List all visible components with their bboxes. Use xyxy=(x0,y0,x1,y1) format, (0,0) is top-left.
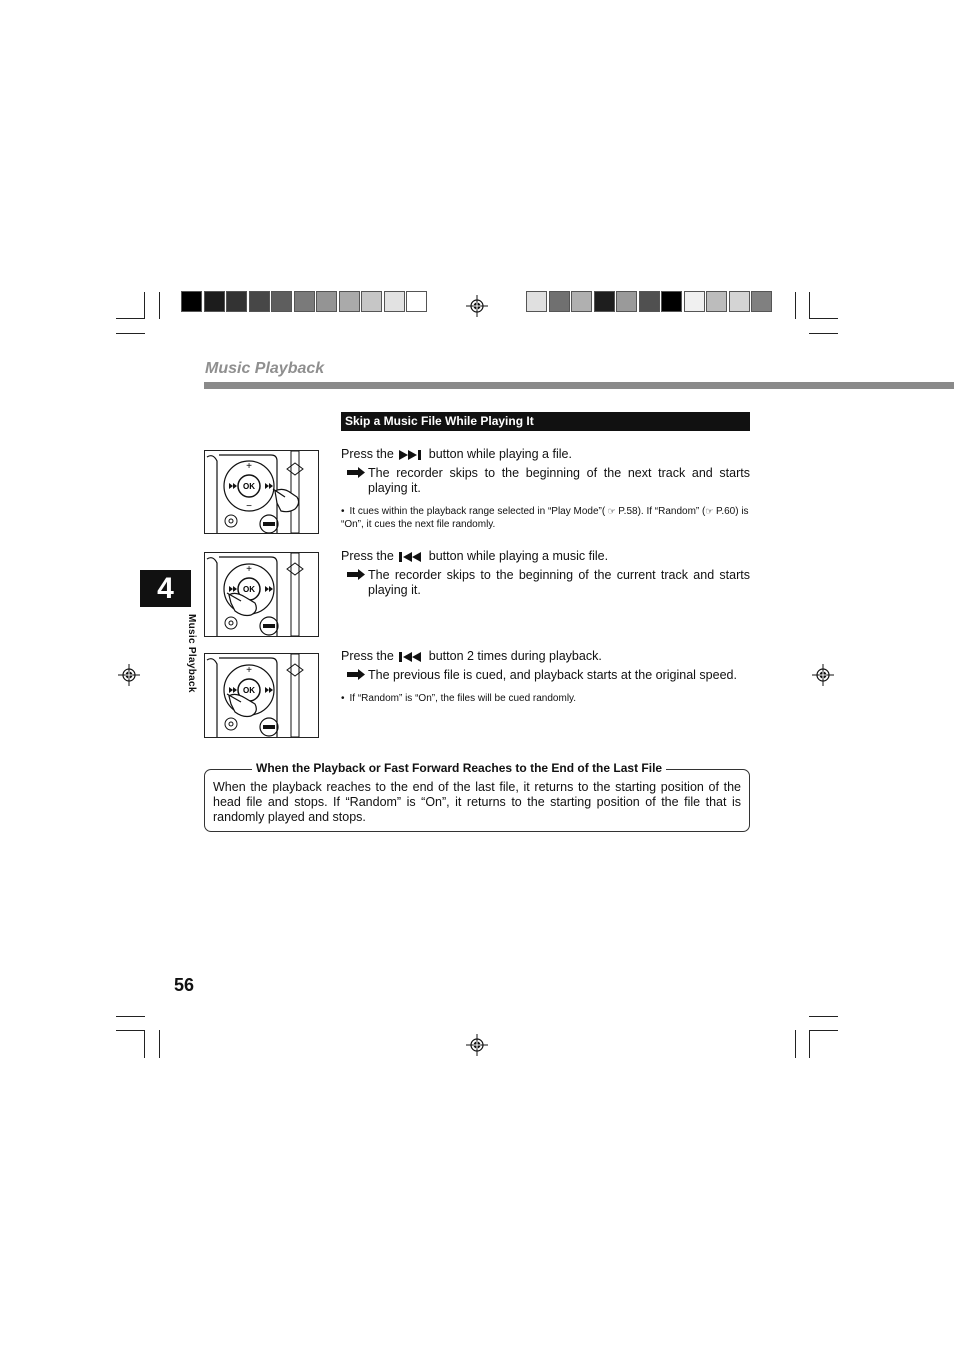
color-swatch xyxy=(271,291,292,312)
device-fast-forward-illustration xyxy=(205,451,318,533)
result-arrow-icon xyxy=(347,569,365,580)
step1-result: The recorder skips to the beginning of the next track and starts playing it. xyxy=(368,466,750,495)
color-swatch xyxy=(204,291,225,312)
color-swatch xyxy=(706,291,727,312)
color-swatch xyxy=(751,291,772,312)
crop-mark xyxy=(116,318,145,319)
crop-mark xyxy=(809,333,838,334)
color-swatch xyxy=(249,291,270,312)
info-box-text: When the playback reaches to the end of the last file, it returns to the starting position of the head file and stops. If “Random” is “On”, it returns to the starting position of the file that is randomly played and stops. xyxy=(213,780,741,824)
crop-mark xyxy=(795,1030,796,1058)
crop-mark xyxy=(144,1030,145,1058)
color-swatch xyxy=(684,291,705,312)
crop-mark xyxy=(159,1030,160,1058)
crop-mark xyxy=(809,1030,810,1058)
step3-note: • If “Random” is “On”, the files will be cued randomly. xyxy=(341,693,577,704)
crop-mark xyxy=(809,1030,838,1031)
ok-label: OK xyxy=(243,482,255,491)
chapter-tab: 4 xyxy=(140,570,191,607)
color-swatch xyxy=(526,291,547,312)
color-swatch xyxy=(294,291,315,312)
reference-hand-icon: ☞ xyxy=(605,506,619,516)
step1-note: • It cues within the playback range selected in “Play Mode”( ☞ P.58). If “Random” (☞ P.60) is “On”, it cues the next file randomly. xyxy=(341,506,749,530)
device-illustration xyxy=(204,450,319,534)
color-swatch xyxy=(571,291,592,312)
color-swatch xyxy=(661,291,682,312)
device-illustration xyxy=(204,653,319,738)
section-rule xyxy=(204,382,954,389)
step2-result: The recorder skips to the beginning of the current track and starts playing it. xyxy=(368,568,750,597)
registration-mark-icon xyxy=(118,664,140,686)
result-arrow-icon xyxy=(347,669,365,680)
registration-mark-icon xyxy=(466,295,488,317)
minus-label: − xyxy=(246,501,252,512)
color-swatch xyxy=(594,291,615,312)
color-swatch xyxy=(639,291,660,312)
section-title: Music Playback xyxy=(205,360,325,377)
device-rewind-illustration xyxy=(205,553,318,636)
color-swatch xyxy=(181,291,202,312)
ok-label: OK xyxy=(243,686,255,695)
color-swatch xyxy=(361,291,382,312)
color-swatch xyxy=(384,291,405,312)
crop-mark xyxy=(116,333,145,334)
plus-label: + xyxy=(246,461,252,472)
rewind-icon xyxy=(398,652,424,662)
crop-mark xyxy=(116,1030,145,1031)
plus-label: + xyxy=(246,665,252,676)
chapter-side-label: Music Playback xyxy=(186,614,197,693)
color-swatch xyxy=(316,291,337,312)
registration-mark-icon xyxy=(466,1034,488,1056)
page-number: 56 xyxy=(174,975,195,995)
color-swatch xyxy=(549,291,570,312)
result-arrow-icon xyxy=(347,467,365,478)
color-swatch xyxy=(729,291,750,312)
step3-instruction: Press the button 2 times during playback. xyxy=(341,649,602,663)
color-swatch xyxy=(616,291,637,312)
crop-mark xyxy=(116,1016,145,1017)
color-swatch xyxy=(226,291,247,312)
subheading: Skip a Music File While Playing It xyxy=(341,412,750,431)
fast-forward-icon xyxy=(398,450,424,460)
device-rewind-twice-illustration xyxy=(205,654,318,737)
crop-mark xyxy=(809,318,838,319)
step2-instruction: Press the button while playing a music file. xyxy=(341,549,609,563)
color-swatch xyxy=(339,291,360,312)
crop-mark xyxy=(159,292,160,319)
crop-mark xyxy=(809,1016,838,1017)
crop-mark xyxy=(809,292,810,319)
crop-mark xyxy=(795,292,796,319)
ok-label: OK xyxy=(243,585,255,594)
rewind-icon xyxy=(398,552,424,562)
device-illustration xyxy=(204,552,319,637)
info-box-title: When the Playback or Fast Forward Reaches to the End of the Last File xyxy=(252,761,666,775)
step3-result: The previous file is cued, and playback starts at the original speed. xyxy=(368,668,737,682)
registration-mark-icon xyxy=(812,664,834,686)
color-swatch xyxy=(406,291,427,312)
step1-instruction: Press the button while playing a file. xyxy=(341,447,572,461)
plus-label: + xyxy=(246,564,252,575)
crop-mark xyxy=(144,292,145,319)
reference-hand-icon: ☞ xyxy=(705,506,716,516)
